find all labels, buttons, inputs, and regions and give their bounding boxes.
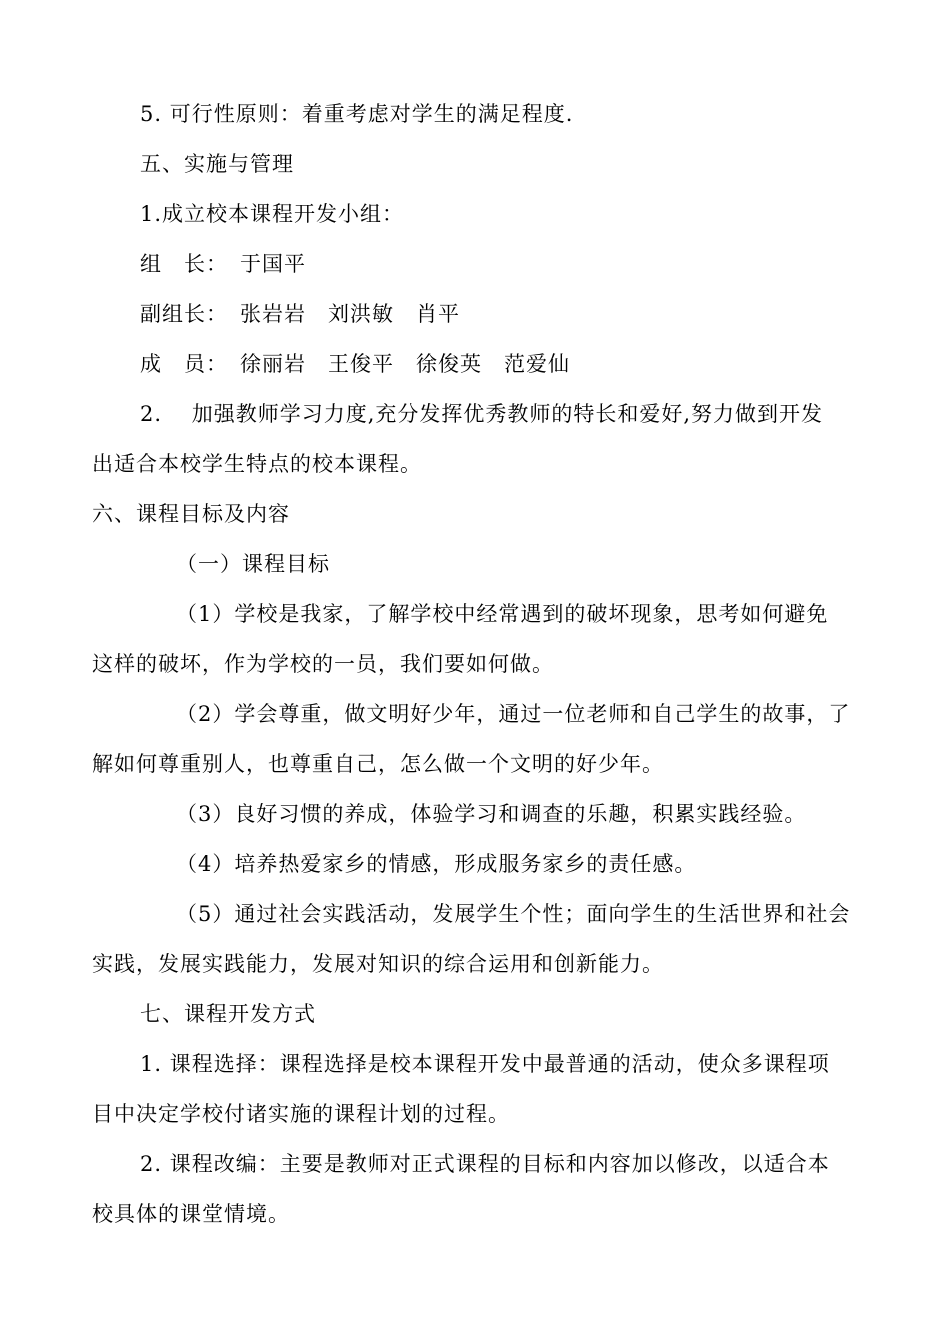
team-leader-name: 于国平 <box>240 252 306 276</box>
goal-3: （3）良好习惯的养成，体验学习和调查的乐趣，积累实践经验。 <box>176 802 807 826</box>
method-2-line-2: 校具体的课堂情境。 <box>92 1202 290 1226</box>
method-1-line-1: 1. 课程选择：课程选择是校本课程开发中最普通的活动，使众多课程项 <box>140 1052 830 1076</box>
goal-5-line-1: （5）通过社会实践活动，发展学生个性；面向学生的生活世界和社会 <box>176 902 851 926</box>
section-heading-7: 七、课程开发方式 <box>140 1002 316 1026</box>
team-deputy-name: 张岩岩 <box>240 302 306 326</box>
goal-1-line-1: （1）学校是我家，了解学校中经常遇到的破坏现象，思考如何避免 <box>176 602 829 626</box>
method-2-line-1: 2. 课程改编：主要是教师对正式课程的目标和内容加以修改，以适合本 <box>140 1152 830 1176</box>
team-member-name: 徐丽岩 <box>240 352 306 376</box>
team-leader-row <box>140 249 328 279</box>
method-1-line-2: 目中决定学校付诸实施的课程计划的过程。 <box>92 1102 510 1126</box>
goal-4: （4）培养热爱家乡的情感，形成服务家乡的责任感。 <box>176 852 697 876</box>
team-deputy-name: 刘洪敏 <box>328 302 394 326</box>
team-member-label: 成 员： <box>140 352 228 376</box>
goal-2-line-1: （2）学会尊重，做文明好少年，通过一位老师和自己学生的故事，了 <box>176 702 851 726</box>
section-heading-6: 六、课程目标及内容 <box>92 502 290 526</box>
item-1-team: 1.成立校本课程开发小组： <box>140 202 405 226</box>
team-member-name: 徐俊英 <box>416 352 482 376</box>
goal-1-line-2: 这样的破坏，作为学校的一员，我们要如何做。 <box>92 652 554 676</box>
team-leader-label: 组 长： <box>140 252 228 276</box>
section-heading-5: 五、实施与管理 <box>140 152 294 176</box>
goal-5-line-2: 实践，发展实践能力，发展对知识的综合运用和创新能力。 <box>92 952 664 976</box>
goal-2-line-2: 解如何尊重别人，也尊重自己，怎么做一个文明的好少年。 <box>92 752 664 776</box>
team-member-name: 范爱仙 <box>504 352 570 376</box>
team-deputy-row <box>140 299 482 329</box>
team-member-row <box>140 349 592 379</box>
subsection-heading-1: （一）课程目标 <box>176 552 330 576</box>
item-2-line-2: 出适合本校学生特点的校本课程。 <box>92 452 422 476</box>
principle-5: 5. 可行性原则：着重考虑对学生的满足程度. <box>140 102 574 126</box>
team-deputy-label: 副组长： <box>140 302 228 326</box>
team-member-name: 王俊平 <box>328 352 394 376</box>
item-2-line-1: 2. 加强教师学习力度,充分发挥优秀教师的特长和爱好,努力做到开发 <box>140 402 824 426</box>
team-deputy-name: 肖平 <box>416 302 460 326</box>
